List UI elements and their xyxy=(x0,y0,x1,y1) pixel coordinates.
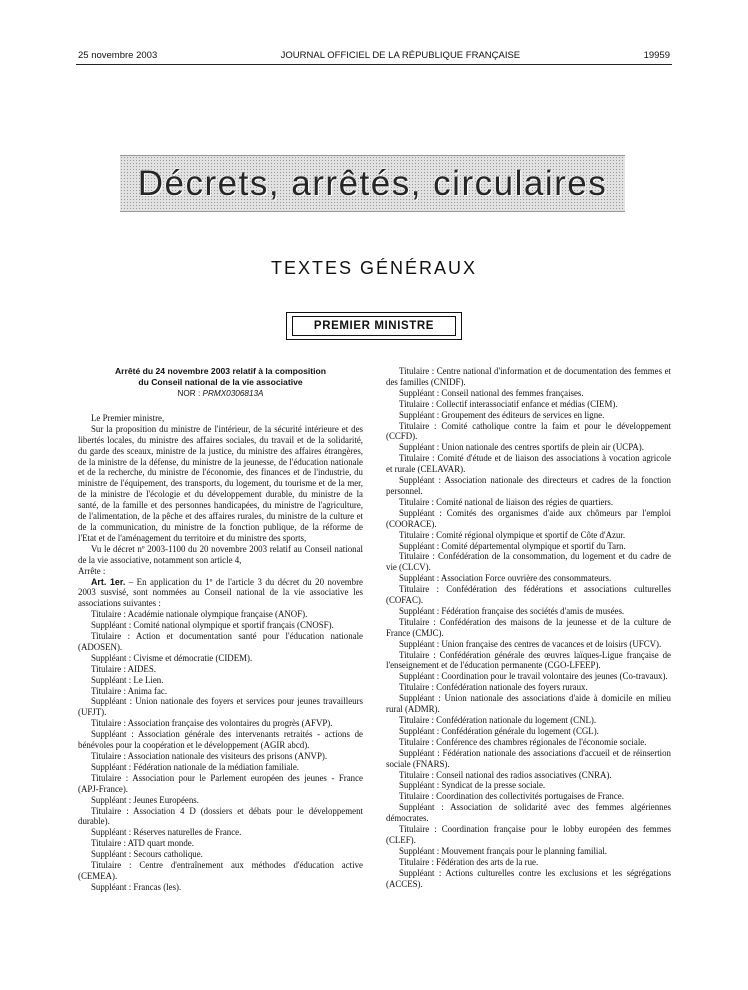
section-title: TEXTES GÉNÉRAUX xyxy=(270,258,478,278)
left-appointment-list xyxy=(78,609,363,893)
decree-title xyxy=(78,366,363,387)
appointment-entry: Suppléant : Confédération générale du logement (CGL). xyxy=(399,725,599,736)
section-banner xyxy=(120,155,625,212)
right-appointment-list xyxy=(386,366,671,890)
appointment-entry: Titulaire : AIDES. xyxy=(91,663,157,674)
appointment-entry: Titulaire : Collectif interassociatif enfance et médias (CIEM). xyxy=(399,398,618,409)
header-rule xyxy=(76,64,672,65)
header-page-number: 19959 xyxy=(643,50,670,61)
appointment-entry: Suppléant : Fédération nationale des associations d'accueil et de réinsertion sociale (FNARS). xyxy=(386,747,671,769)
appointment-entry: Titulaire : Comité régional olympique et sportif de Côte d'Azur. xyxy=(399,529,626,540)
appointment-entry: Titulaire : Comité catholique contre la faim et pour le développement (CCFD). xyxy=(386,420,671,442)
header-journal-title: JOURNAL OFFICIEL DE LA RÉPUBLIQUE FRANÇAISE xyxy=(280,50,521,61)
appointment-entry: Titulaire : Association pour le Parlement européen des jeunes - France (APJ-France). xyxy=(78,772,363,794)
article-1 xyxy=(78,577,363,610)
header-date: 25 novembre 2003 xyxy=(78,50,158,61)
page-header xyxy=(78,50,670,61)
appointment-entry: Titulaire : Conseil national des radios associatives (CNRA). xyxy=(399,769,612,780)
appointment-entry: Suppléant : Union nationale des centres sportifs de plein air (UCPA). xyxy=(399,442,644,453)
appointment-entry: Suppléant : Fédération française des sociétés d'amis de musées. xyxy=(399,605,625,616)
appointment-entry: Titulaire : Académie nationale olympique française (ANOF). xyxy=(91,609,308,620)
appointment-entry: Titulaire : Fédération des arts de la rue. xyxy=(399,856,539,867)
appointment-entry: Suppléant : Francas (les). xyxy=(91,881,182,892)
appointment-entry: Suppléant : Conseil national des femmes françaises. xyxy=(399,387,584,398)
appointment-entry: Suppléant : Actions culturelles contre les exclusions et les ségrégations (ACCES). xyxy=(386,867,671,889)
banner-title: Décrets, arrêtés, circulaires xyxy=(137,163,608,203)
decree-title-line-2: du Conseil national de la vie associative xyxy=(138,376,303,387)
appointment-entry: Titulaire : Confédération nationale des foyers ruraux. xyxy=(399,682,588,693)
article-heading: Art. 1er. xyxy=(91,576,126,587)
appointment-entry: Suppléant : Réserves naturelles de France. xyxy=(91,827,242,838)
appointment-entry: Titulaire : Association française des volontaires du progrès (AFVP). xyxy=(91,718,333,729)
appointment-entry: Suppléant : Le Lien. xyxy=(91,674,164,685)
nor-code: PRMX0306813A xyxy=(202,389,264,398)
appointment-entry: Titulaire : Confédération des maisons de la jeunesse et de la culture de France (CMJC). xyxy=(386,616,671,638)
appointment-entry: Suppléant : Syndicat de la presse sociale. xyxy=(399,780,546,791)
appointment-entry: Titulaire : Confédération de la consommation, du logement et du cadre de vie (CLCV). xyxy=(386,551,671,573)
ministry-label: PREMIER MINISTRE xyxy=(292,316,456,336)
appointment-entry: Suppléant : Coordination pour le travail volontaire des jeunes (Co-travaux). xyxy=(399,671,668,682)
appointment-entry: Suppléant : Union nationale des associations d'aide à domicile en milieu rural (ADMR). xyxy=(386,693,671,715)
article-text: – En application du 1º de l'article 3 du décret du 20 novembre 2003 susvisé, sont nommées au Conseil national de la vie associative les associations suivantes : xyxy=(78,576,363,609)
appointment-entry: Suppléant : Mouvement français pour le planning familial. xyxy=(399,845,608,856)
appointment-entry: Suppléant : Association générale des intervenants retraités - actions de bénévoles pour la coopération et le développement (AGIR abcd). xyxy=(78,729,363,751)
appointment-entry: Suppléant : Union française des centres de vacances et de loisirs (UFCV). xyxy=(399,638,662,649)
appointment-entry: Suppléant : Comité national olympique et sportif français (CNOSF). xyxy=(91,620,334,631)
left-column xyxy=(78,366,363,893)
appointment-entry: Suppléant : Association Force ouvrière des consommateurs. xyxy=(399,573,612,584)
right-column xyxy=(386,366,671,890)
ministry-box xyxy=(286,312,462,340)
appointment-entry: Suppléant : Comités des organismes d'aide aux chômeurs par l'emploi (COORACE). xyxy=(386,507,671,529)
appointment-entry: Titulaire : Comité national de liaison des régies de quartiers. xyxy=(399,496,614,507)
paragraph: Vu le décret nº 2003-1100 du 20 novembre 2003 relatif au Conseil national de la vie associative, notamment son article 4, xyxy=(78,543,363,565)
arrete-label: Arrête : xyxy=(78,565,106,576)
appointment-entry: Suppléant : Secours catholique. xyxy=(91,849,203,860)
appointment-entry: Titulaire : Centre d'entraînement aux méthodes d'éducation active (CEMEA). xyxy=(78,860,363,881)
paragraph: Sur la proposition du ministre de l'intérieur, de la sécurité intérieure et des libertés locales, du ministre des affaires sociales, du travail et de la solidarité, du garde des sceaux, ministre de la justice, du ministre des affaires étrangères, de la ministre de la défense, du ministre de la jeunesse, de l'éducation nationale et de la recherche, du ministre de l'économie, des finances et de l'industrie, du ministre de l'équipement, des transports, du logement, du tourisme et de la mer, de la ministre de l'écologie et du développement durable, du ministre de la santé, de la famille et des personnes handicapées, du ministre de l'agriculture, de l'alimentation, de la pêche et des affaires rurales, du ministre de la culture et de la communication, du ministre de la fonction publique, de la réforme de l'Etat et de l'aménagement du territoire et du ministre des sports, xyxy=(78,423,363,543)
appointment-entry: Titulaire : Coordination française pour le lobby européen des femmes (CLEF). xyxy=(386,824,671,845)
appointment-entry: Titulaire : Coordination des collectivités portugaises de France. xyxy=(399,791,624,802)
appointment-entry: Titulaire : Conférence des chambres régionales de l'économie sociale. xyxy=(399,736,647,747)
appointment-entry: Titulaire : Anima fac. xyxy=(91,685,168,696)
appointment-entry: Suppléant : Association de solidarité avec des femmes algériennes démocrates. xyxy=(386,802,671,824)
appointment-entry: Suppléant : Jeunes Européens. xyxy=(91,794,199,805)
appointment-entry: Titulaire : Association nationale des visiteurs des prisons (ANVP). xyxy=(91,751,328,761)
appointment-entry: Titulaire : Confédération générale des œuvres laïques-Ligue française de l'enseignement et de l'éducation permanente (CGO-LFEEP). xyxy=(386,649,671,671)
nor-label: NOR : xyxy=(177,389,201,398)
appointment-entry: Suppléant : Comité départemental olympique et sportif du Tarn. xyxy=(399,540,626,551)
appointment-entry: Titulaire : Association 4 D (dossiers et débats pour le développement durable). xyxy=(78,805,363,827)
appointment-entry: Titulaire : Action et documentation santé pour l'éducation nationale (ADOSEN). xyxy=(78,631,363,652)
decree-title-line-1: Arrêté du 24 novembre 2003 relatif à la composition xyxy=(114,366,327,376)
appointment-entry: Titulaire : ATD quart monde. xyxy=(91,838,194,849)
appointment-entry: Suppléant : Fédération nationale de la médiation familiale. xyxy=(91,761,300,772)
appointment-entry: Suppléant : Union nationale des foyers et services pour jeunes travailleurs (UFJT). xyxy=(78,696,363,718)
appointment-entry: Titulaire : Confédération des fédérations et associations culturelles (COFAC). xyxy=(386,584,671,606)
appointment-entry: Titulaire : Confédération nationale du logement (CNL). xyxy=(399,715,597,725)
paragraph: Le Premier ministre, xyxy=(91,412,165,423)
appointment-entry: Titulaire : Centre national d'information et de documentation des femmes et des familles (CNIDF). xyxy=(386,366,671,387)
appointment-entry: Suppléant : Association nationale des directeurs et cadres de la fonction personnel. xyxy=(386,475,671,496)
appointment-entry: Suppléant : Civisme et démocratie (CIDEM). xyxy=(91,652,253,663)
appointment-entry: Titulaire : Comité d'étude et de liaison des associations à vocation agricole et rurale (CELAVAR). xyxy=(386,453,671,475)
nor-reference xyxy=(78,389,363,400)
appointment-entry: Suppléant : Groupement des éditeurs de services en ligne. xyxy=(399,409,605,420)
